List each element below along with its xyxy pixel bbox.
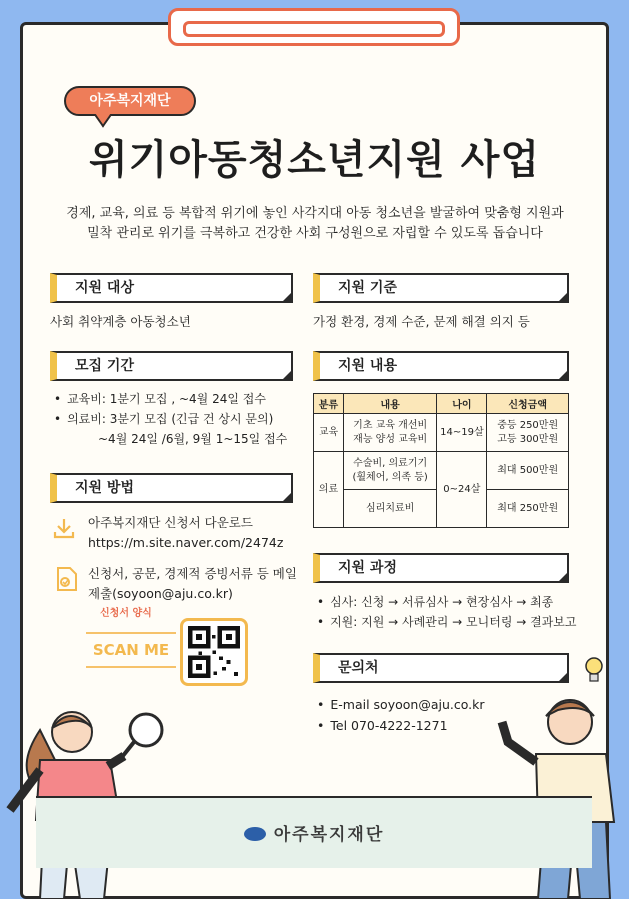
section-method-heading: 지원 방법 [50,473,293,503]
footer-logo [36,820,592,845]
foundation-logo-icon [244,827,266,841]
section-recruit-heading: 모집 기간 [50,351,293,381]
table-cell: 14~19살 [437,414,487,452]
table-cell: 심리치료비 [343,490,437,528]
process-list [317,592,587,632]
qr-pattern [188,626,240,678]
download-icon [52,516,76,540]
intro-text [40,204,590,244]
section-process-heading: 지원 과정 [313,553,569,583]
target-text: 사회 취약계층 아동청소년 [50,314,191,329]
section-inquiry-heading: 문의처 [313,653,569,683]
table-cell: 기초 교육 개선비 재능 양성 교육비 [343,414,437,452]
list-item-cont [54,429,304,449]
submit-text-1: 신청서, 공문, 경제적 증빙서류 등 메일 [88,566,297,581]
download-url[interactable]: https://m.site.naver.com/2474z [88,535,284,550]
list-item: • 의료비: 3분기 모집 (긴급 건 상시 문의) [54,409,304,429]
list-item: • 심사: 신청 → 서류심사 → 현장심사 → 최종 [317,592,587,612]
table-cell: 의료 [314,452,344,528]
table-cell: 최대 250만원 [487,490,569,528]
table-cell: 수술비, 의료기기 (휠체어, 의족 등) [343,452,437,490]
table-header-row [314,394,569,414]
scan-me-label: SCAN ME [86,632,176,668]
qr-code[interactable] [180,618,248,686]
table-row [314,414,569,452]
clipboard-clip [168,8,460,46]
section-criteria-heading: 지원 기준 [313,273,569,303]
table-header: 분류 [314,394,344,414]
recruit-list [54,389,304,449]
submit-text-2: 제출(soyoon@aju.co.kr) [88,586,233,601]
list-item: • 지원: 지원 → 사례관리 → 모니터링 → 결과보고 [317,612,587,632]
list-item: • 교육비: 1분기 모집 , ~4월 24일 접수 [54,389,304,409]
section-content-heading: 지원 내용 [313,351,569,381]
recruit-cont: ~4월 24일 /6월, 9월 1~15일 접수 [98,432,288,446]
section-target-heading: 지원 대상 [50,273,293,303]
list-item: • Tel 070-4222-1271 [317,715,577,736]
form-label: 신청서 양식 [100,608,152,619]
footer-band [36,796,592,868]
org-tag: 아주복지재단 [64,86,196,116]
page-title: 위기아동청소년지원 사업 [89,137,540,183]
table-header: 나이 [437,394,487,414]
table-cell: 0~24살 [437,452,487,528]
table-cell: 중등 250만원 고등 300만원 [487,414,569,452]
intro-line: 경제, 교육, 의료 등 복합적 위기에 놓인 사각지대 아동 청소년을 발굴하여 맞춤형 지원과 [66,206,564,221]
footer-org-name: 아주복지재단 [273,825,385,845]
download-text: 아주복지재단 신청서 다운로드 [88,515,253,530]
list-item: • E-mail soyoon@aju.co.kr [317,694,577,715]
intro-line: 밀착 관리로 위기를 극복하고 건강한 사회 구성원으로 자립할 수 있도록 돕습니다 [87,226,543,241]
table-header: 신청금액 [487,394,569,414]
document-icon [56,566,78,592]
table-header: 내용 [343,394,437,414]
table-row [314,452,569,490]
table-cell: 교육 [314,414,344,452]
lightbulb-icon [584,656,604,686]
criteria-text: 가정 환경, 경제 수준, 문제 해결 의지 등 [313,314,530,329]
table-cell: 최대 500만원 [487,452,569,490]
magnifier-icon [130,714,162,746]
support-table [313,393,569,528]
